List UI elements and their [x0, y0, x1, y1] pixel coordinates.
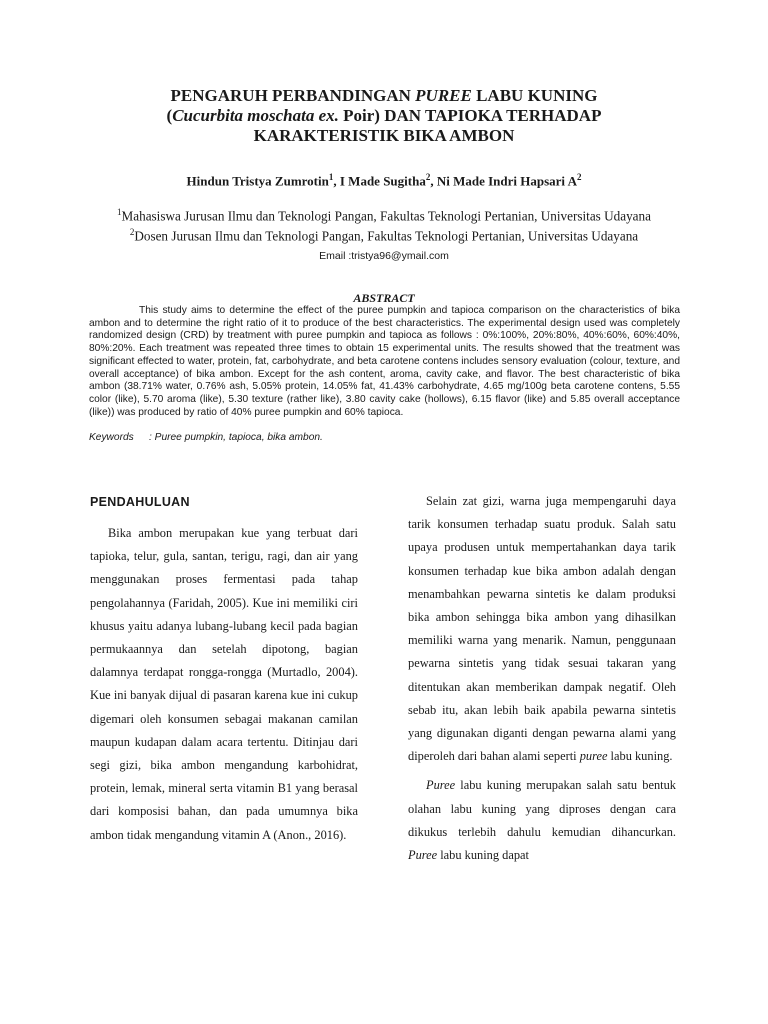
title-text: PENGARUH PERBANDINGAN	[170, 86, 416, 105]
title-line-3: KARAKTERISTIK BIKA AMBON	[253, 126, 515, 145]
affiliations	[40, 204, 728, 245]
author-affiliation-mark: 2	[576, 172, 582, 182]
body-text: labu kuning dapat	[437, 848, 530, 863]
keywords-value: : Puree pumpkin, tapioca, bika ambon.	[149, 432, 323, 443]
title-line-1	[90, 86, 678, 106]
title-text: (	[166, 106, 173, 125]
author-affiliation-mark: 1	[328, 172, 334, 182]
title-text: LABU KUNING	[471, 86, 598, 105]
body-paragraph	[408, 490, 676, 768]
italic-term: Puree	[408, 848, 438, 863]
affiliation-text: Dosen Jurusan Ilmu dan Teknologi Pangan, Fakultas Teknologi Pertanian, Universitas Udayana	[134, 228, 639, 244]
abstract-body: This study aims to determine the effect of the puree pumpkin and tapioca comparison on the characteristics of bika ambon and to determine the right ratio of it to produce of the best characteristics. The experimental design used was completely randomized design (CRD) by treatment with puree pumpkin and tapioca as follows : 0%:100%, 20%:80%, 40%:60%, 60%:40%, 80%:20%. Each treatment was repeated three times to obtain 15 experimental units. The results showed that the treatment was significant effected to water, protein, fat, carbohydrate, and beta carotene contens includes sensory evaluation (colour, texture, and overall acceptance) of bika ambon. Except for the ash content, aroma, cavity cake, and flavor. The best characteristic of bika ambon (38.71% water, 0.76% ash, 5.05% protein, 14.05% fat, 41.43% carbohydrate, 4.65 mg/100g beta carotene contens, 5.55 color (like), 5.70 aroma (like), 5.30 texture (rather like), 3.80 cavity cake (hollows), 6.15 flavor (like) and 5.85 overall acceptance (like)) was produced by ratio of 40% puree pumpkin and 60% tapioca.	[89, 305, 680, 418]
left-column	[90, 522, 358, 853]
body-text: labu kuning merupakan salah satu bentuk olahan labu kuning yang diproses dengan cara dikukus terlebih dahulu kemudian dihancurkan.	[408, 778, 676, 839]
title-line-2	[90, 106, 678, 126]
affiliation-1	[40, 204, 728, 224]
body-paragraph	[408, 774, 676, 867]
title-italic-term: PUREE	[415, 86, 472, 105]
italic-term: Puree	[426, 778, 456, 793]
paper-title	[90, 86, 678, 146]
body-text: labu kuning.	[607, 749, 673, 764]
right-column	[408, 490, 676, 873]
author-name: Hindun Tristya Zumrotin	[186, 173, 329, 189]
affiliation-mark: 2	[129, 227, 135, 238]
title-text: Poir) DAN TAPIOKA TERHADAP	[338, 106, 602, 125]
section-heading: PENDAHULUAN	[90, 495, 190, 509]
keywords-line	[89, 432, 680, 443]
author-email: Email :tristya96@ymail.com	[319, 250, 449, 262]
body-text: Selain zat gizi, warna juga mempengaruhi daya tarik konsumen terhadap suatu produk. Salah satu upaya produsen untuk mempertahankan daya tarik konsumen terhadap kue bika ambon adalah dengan menambahkan pewarna sintetis ke dalam produksi bika ambon sehingga bika ambon yang dihasilkan memiliki warna yang menarik. Namun, penggunaan pewarna sintetis yang tidak sesuai takaran yang ditentukan akan memberikan dampak negatif. Oleh sebab itu, akan lebih baik apabila pewarna sintetis yang digunakan diganti dengan pewarna alami yang diperoleh dari bahan alami seperti	[408, 494, 676, 764]
author-list	[60, 172, 708, 189]
abstract-heading: ABSTRACT	[353, 291, 415, 305]
author-name: , Ni Made Indri Hapsari A	[430, 173, 577, 189]
author-affiliation-mark: 2	[425, 172, 431, 182]
title-scientific-name: Cucurbita moschata ex.	[172, 106, 339, 125]
keywords-label: Keywords	[89, 432, 134, 443]
body-paragraph: Bika ambon merupakan kue yang terbuat dari tapioka, telur, gula, santan, terigu, ragi, dan air yang menggunakan proses fermentasi pada tahap pengolahannya (Faridah, 2005). Kue ini memiliki ciri khusus yaitu adanya lubang-lubang kecil pada bagian permukaannya dan setelah dipotong, bagian dalamnya terdapat rongga-rongga (Murtadlo, 2004). Kue ini banyak dijual di pasaran karena kue ini cukup digemari oleh konsumen sebagai makanan camilan maupun kudapan dalam acara tertentu. Ditinjau dari segi gizi, bika ambon mengandung karbohidrat, protein, lemak, mineral serta vitamin B1 yang berasal dari komposisi bahan, dan pada umumnya bika ambon tidak mengandung vitamin A (Anon., 2016).	[90, 526, 358, 842]
affiliation-text: Mahasiswa Jurusan Ilmu dan Teknologi Pangan, Fakultas Teknologi Pertanian, Universitas Udayana	[121, 208, 651, 224]
affiliation-2	[40, 224, 728, 244]
italic-term: puree	[579, 749, 608, 764]
affiliation-mark: 1	[117, 207, 122, 217]
author-name: , I Made Sugitha	[333, 173, 426, 189]
